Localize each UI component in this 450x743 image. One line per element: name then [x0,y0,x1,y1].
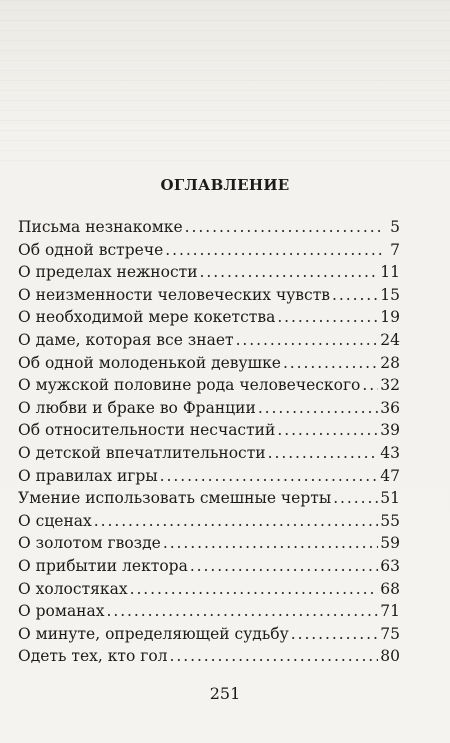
toc-entry-page: 32 [380,376,400,395]
dot-leader [107,600,379,623]
toc-entry [18,487,400,510]
dot-leader [185,216,384,239]
toc-entry-page: 19 [380,308,400,327]
toc-entry [18,284,400,307]
toc-entry [18,329,400,352]
toc-entry [18,239,400,262]
toc-entry-page: 59 [380,534,400,553]
dot-leader [94,510,378,533]
toc-entry [18,465,400,488]
toc-entry [18,306,400,329]
toc-entry-title: О детской впечатлительности [18,443,266,462]
dot-leader [283,352,378,375]
toc-entry-title: О холостяках [18,579,128,598]
toc-entry-title: Об относительности несчастий [18,421,276,440]
table-of-contents [18,216,400,668]
contents-title: ОГЛАВЛЕНИЕ [160,176,290,194]
toc-entry [18,397,400,420]
dot-leader [258,397,378,420]
toc-entry-title: О прибытии лектора [18,556,188,575]
show-through-text [0,0,450,170]
toc-entry-page: 75 [380,624,400,643]
toc-entry-title: О минуте, определяющей судьбу [18,624,289,643]
toc-entry [18,623,400,646]
toc-entry-title: О золотом гвозде [18,534,161,553]
toc-entry-page: 55 [380,511,400,530]
toc-entry-title: Умение использовать смешные черты [18,489,332,508]
toc-entry-title: О сценах [18,511,92,530]
dot-leader [332,284,378,307]
dot-leader [130,578,379,601]
dot-leader [163,532,378,555]
toc-entry-page: 63 [380,556,400,575]
toc-entry-page: 28 [380,353,400,372]
dot-leader [165,239,384,262]
toc-entry-page: 51 [380,489,400,508]
dot-leader [170,645,379,668]
page-number: 251 [209,684,241,703]
toc-entry-page: 15 [380,285,400,304]
toc-entry-page: 5 [390,218,400,236]
dot-leader [236,329,379,352]
dot-leader [362,374,378,397]
toc-entry [18,555,400,578]
toc-entry-title: Письма незнакомке [18,218,183,236]
toc-entry-title: О неизменности человеческих чувств [18,285,331,304]
toc-entry [18,419,400,442]
toc-entry-title: Об одной встрече [18,240,164,259]
toc-entry [18,600,400,623]
dot-leader [160,465,379,488]
toc-entry-page: 43 [380,443,400,462]
toc-entry-page: 80 [380,647,400,666]
toc-entry [18,352,400,375]
toc-entry [18,578,400,601]
dot-leader [190,555,378,578]
toc-entry-title: О мужской половине рода человеческого [18,376,361,395]
toc-entry [18,645,400,668]
toc-entry [18,510,400,533]
toc-entry-title: О даме, которая все знает [18,330,234,349]
dot-leader [268,442,379,465]
dot-leader [200,261,379,284]
toc-entry [18,374,400,397]
toc-entry-page: 36 [380,398,400,417]
toc-entry-page: 39 [380,421,400,440]
toc-entry-title: Одеть тех, кто гол [18,647,168,666]
dot-leader [333,487,378,510]
toc-entry-page: 68 [380,579,400,598]
toc-entry-title: О правилах игры [18,466,158,485]
toc-entry-title: О необходимой мере кокетства [18,308,276,327]
toc-entry-page: 47 [380,466,400,485]
toc-entry [18,532,400,555]
toc-entry [18,216,400,239]
toc-entry-page: 11 [380,263,400,282]
dot-leader [291,623,379,646]
toc-entry-title: Об одной молоденькой девушке [18,353,281,372]
toc-entry [18,261,400,284]
dot-leader [277,306,378,329]
toc-entry-title: О романах [18,602,105,621]
dot-leader [277,419,378,442]
toc-entry-page: 71 [380,602,400,621]
toc-entry-title: О пределах нежности [18,263,198,282]
toc-entry-title: О любви и браке во Франции [18,398,256,417]
toc-entry-page: 24 [380,330,400,349]
toc-entry [18,442,400,465]
toc-entry-page: 7 [390,240,400,259]
